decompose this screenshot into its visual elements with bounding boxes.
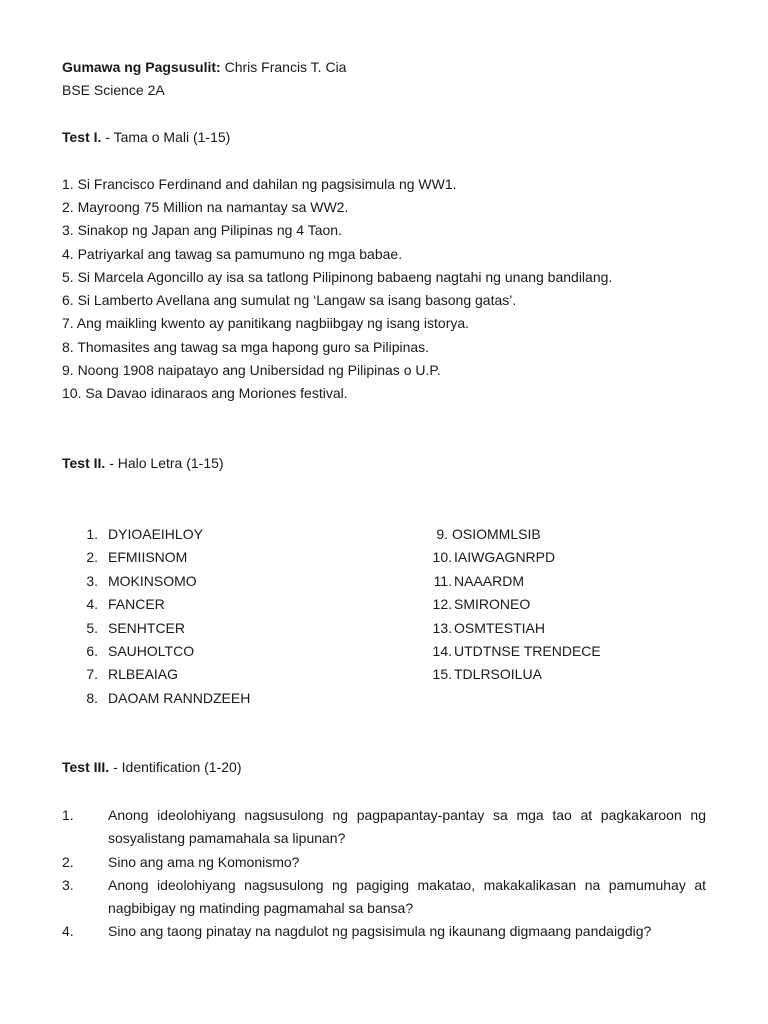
item-number: 8. bbox=[86, 689, 98, 706]
item-text: Anong ideolohiyang nagsusulong ng pagpapantay-pantay sa mga tao at pagkakaroon ng sosyalistang pamamahala sa lipunan? bbox=[108, 807, 706, 847]
test1-item: 8. Thomasites ang tawag sa mga hapong guro sa Pilipinas. bbox=[62, 339, 430, 355]
list-item bbox=[62, 804, 706, 851]
list-item bbox=[62, 874, 706, 921]
test3-title: Test III. bbox=[62, 759, 110, 775]
item-number: 12. bbox=[432, 596, 452, 613]
test2-subtitle: - Halo Letra (1-15) bbox=[105, 455, 224, 471]
test3-subtitle: - Identification (1-20) bbox=[109, 759, 242, 775]
test1-subtitle: - Tama o Mali (1-15) bbox=[101, 129, 231, 145]
item-text: Sino ang ama ng Komonismo? bbox=[108, 853, 300, 870]
test1-item: 10. Sa Davao idinaraos ang Moriones festival. bbox=[62, 385, 348, 401]
author-label: Gumawa ng Pagsusulit: bbox=[62, 59, 221, 75]
item-text: MOKINSOMO bbox=[108, 572, 197, 589]
test1-item: 5. Si Marcela Agoncillo ay isa sa tatlong Pilipinong babaeng nagtahi ng unang bandilang. bbox=[62, 269, 613, 285]
item-number: 9. bbox=[436, 526, 448, 542]
item-text: NAAARDM bbox=[454, 572, 525, 589]
course-line: BSE Science 2A bbox=[62, 82, 165, 98]
test1-item: 4. Patriyarkal ang tawag sa pamumuno ng mga babae. bbox=[62, 246, 403, 262]
list-item bbox=[62, 641, 382, 664]
test1-item: 7. Ang maikling kwento ay panitikang nagbiibgay ng isang istorya. bbox=[62, 315, 470, 331]
item-number: 14. bbox=[432, 642, 452, 659]
item-text: SENHTCER bbox=[108, 619, 186, 636]
item-text: DYIOAEIHLOY bbox=[108, 526, 203, 542]
item-number: 11. bbox=[433, 572, 452, 589]
scramble-list-left bbox=[62, 524, 382, 711]
list-item bbox=[62, 851, 706, 874]
list-item bbox=[62, 920, 706, 943]
list-item bbox=[62, 618, 382, 641]
item-number: 13. bbox=[432, 619, 452, 636]
item-text: TDLRSOILUA bbox=[454, 666, 542, 683]
list-item bbox=[62, 594, 382, 617]
item-text: RLBEAIAG bbox=[108, 666, 179, 683]
test3-heading bbox=[62, 757, 242, 777]
test1-item: 6. Si Lamberto Avellana ang sumulat ng ‘Langaw sa isang basong gatas’. bbox=[62, 292, 517, 308]
scramble-list-right bbox=[427, 524, 707, 688]
list-item bbox=[427, 524, 707, 547]
identification-list bbox=[62, 804, 706, 944]
item-number: 4. bbox=[62, 923, 74, 940]
item-text: SMIRONEO bbox=[454, 596, 531, 613]
test1-heading bbox=[62, 127, 230, 147]
item-number: 7. bbox=[86, 666, 98, 683]
test2-heading bbox=[62, 453, 224, 473]
test1-item: 1. Si Francisco Ferdinand and dahilan ng pagsisimula ng WW1. bbox=[62, 176, 457, 192]
item-number: 3. bbox=[62, 876, 74, 893]
list-item bbox=[427, 641, 707, 664]
test2-title: Test II. bbox=[62, 455, 106, 471]
item-number: 4. bbox=[86, 596, 98, 613]
list-item bbox=[62, 524, 382, 547]
list-item bbox=[62, 547, 382, 570]
item-text: EFMIISNOM bbox=[108, 549, 188, 566]
item-number: 1. bbox=[86, 526, 98, 542]
list-item bbox=[62, 571, 382, 594]
list-item bbox=[427, 571, 707, 594]
item-text: IAIWGAGNRPD bbox=[454, 549, 556, 566]
list-item bbox=[427, 618, 707, 641]
item-number: 2. bbox=[86, 549, 98, 566]
item-number: 1. bbox=[62, 807, 74, 823]
item-number: 15. bbox=[432, 666, 452, 683]
item-text: SAUHOLTCO bbox=[108, 642, 195, 659]
item-text: FANCER bbox=[108, 596, 165, 613]
item-text: UTDTNSE TRENDECE bbox=[454, 642, 601, 659]
item-number: 2. bbox=[62, 853, 74, 870]
list-item bbox=[427, 664, 707, 687]
item-number: 5. bbox=[86, 619, 98, 636]
item-text: OSIOMMLSIB bbox=[452, 526, 541, 542]
test1-item: 3. Sinakop ng Japan ang Pilipinas ng 4 Taon. bbox=[62, 222, 342, 238]
list-item bbox=[427, 547, 707, 570]
item-number: 3. bbox=[86, 572, 98, 589]
item-number: 6. bbox=[86, 642, 98, 659]
author-name: Chris Francis T. Cia bbox=[220, 59, 347, 75]
item-text: OSMTESTIAH bbox=[454, 619, 546, 636]
item-text: DAOAM RANNDZEEH bbox=[108, 689, 251, 706]
item-text: Anong ideolohiyang nagsusulong ng pagiging makatao, makakalikasan na pamumuhay at nagbibigay ng matinding pagmamahal sa bansa? bbox=[108, 876, 706, 917]
list-item bbox=[62, 664, 382, 687]
item-text: Sino ang taong pinatay na nagdulot ng pagsisimula ng ikaunang digmaang pandaigdig? bbox=[108, 923, 652, 940]
author-line bbox=[62, 57, 346, 77]
item-number: 10. bbox=[432, 549, 452, 566]
list-item bbox=[62, 688, 382, 711]
test1-item: 9. Noong 1908 naipatayo ang Unibersidad ng Pilipinas o U.P. bbox=[62, 362, 441, 378]
test1-title: Test I. bbox=[62, 129, 102, 145]
test1-item: 2. Mayroong 75 Million na namantay sa WW2. bbox=[62, 199, 349, 215]
list-item bbox=[427, 594, 707, 617]
